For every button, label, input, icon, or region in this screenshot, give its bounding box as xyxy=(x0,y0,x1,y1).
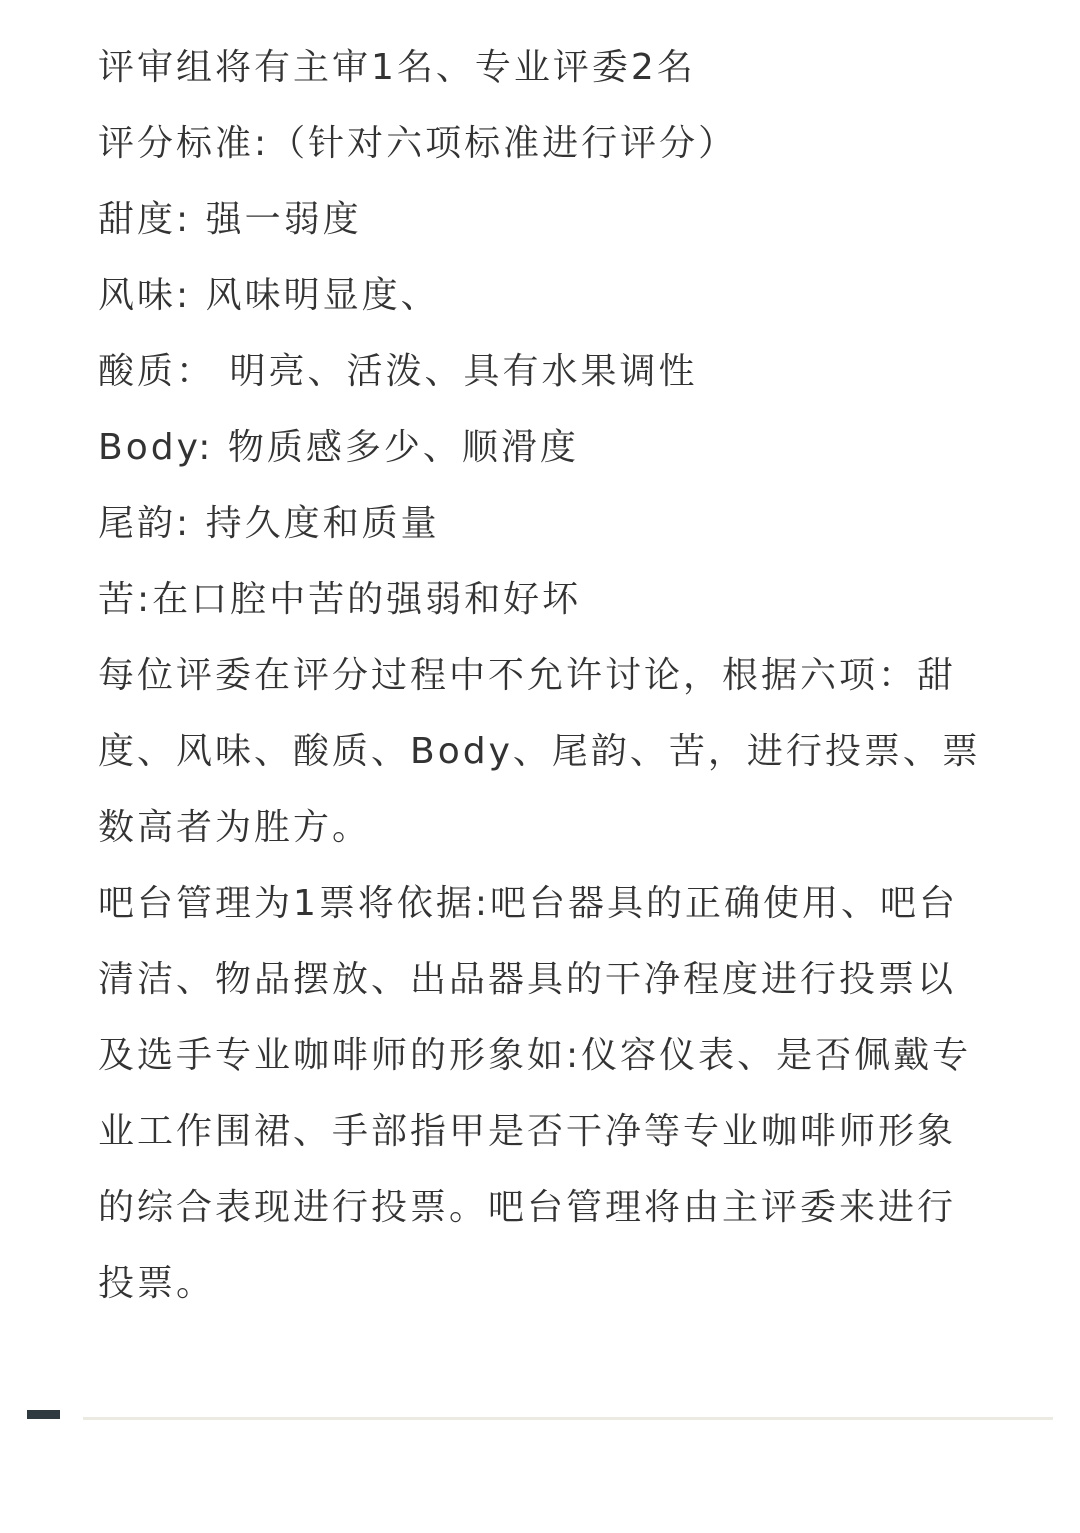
criterion-acidity: 酸质： 明亮、活泼、具有水果调性 xyxy=(98,351,698,392)
scoring-criteria-heading: 评分标准:（针对六项标准进行评分） xyxy=(98,123,738,164)
criterion-flavor: 风味: 风味明显度、 xyxy=(98,275,440,316)
article-body xyxy=(98,30,988,1322)
section-divider xyxy=(0,1400,1080,1430)
criterion-aftertaste: 尾韵: 持久度和质量 xyxy=(98,503,440,544)
voting-rules-paragraph: 每位评委在评分过程中不允许讨论，根据六项：甜度、风味、酸质、Body、尾韵、苦，进行投票、票数高者为胜方。 xyxy=(98,655,981,848)
criterion-sweetness: 甜度: 强一弱度 xyxy=(98,199,362,240)
divider-accent-mark xyxy=(27,1410,60,1419)
criterion-body: Body: 物质感多少、顺滑度 xyxy=(98,427,579,468)
criterion-bitterness: 苦:在口腔中苦的强弱和好坏 xyxy=(98,579,582,620)
judging-panel-text: 评审组将有主审1名、专业评委2名 xyxy=(98,47,696,88)
divider-line xyxy=(83,1417,1053,1420)
bar-management-paragraph: 吧台管理为1票将依据:吧台器具的正确使用、吧台清洁、物品摆放、出品器具的干净程度进行投票以及选手专业咖啡师的形象如:仪容仪表、是否佩戴专业工作围裙、手部指甲是否干净等专业咖啡师形象的综合表现进行投票。吧台管理将由主评委来进行投票。 xyxy=(98,883,972,1304)
